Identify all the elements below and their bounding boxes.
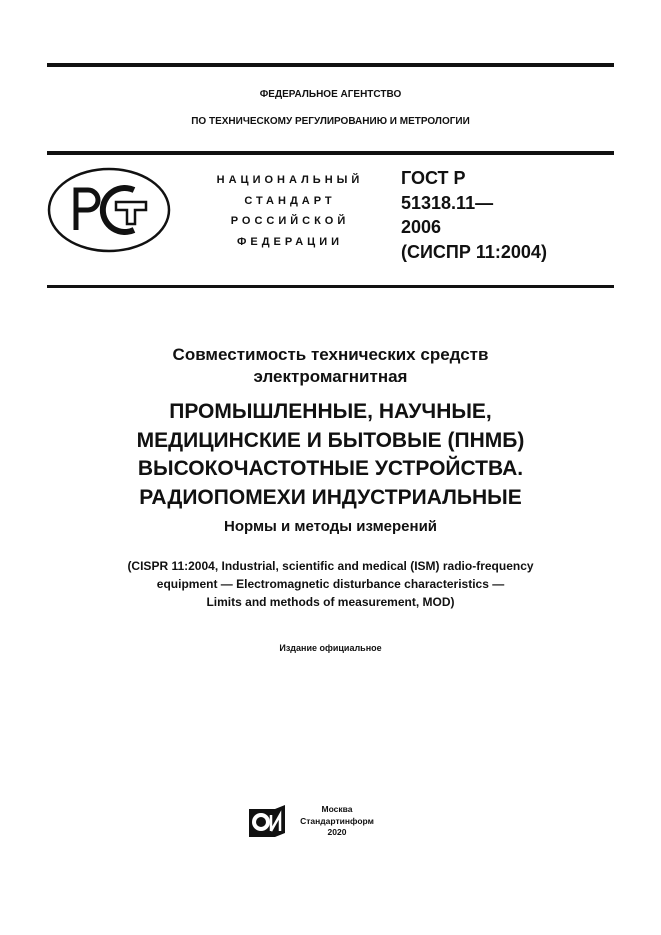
designation-line: 2006 [401, 217, 442, 237]
standard-type-line: РОССИЙСКОЙ [230, 215, 350, 227]
publisher-info [295, 804, 379, 839]
english-title [0, 557, 661, 611]
agency-line-1: ФЕДЕРАЛЬНОЕ АГЕНТСТВО [259, 89, 402, 100]
standard-type-line: НАЦИОНАЛЬНЫЙ [216, 174, 364, 186]
standard-designation [401, 166, 547, 264]
general-title-line: Совместимость технических средств [172, 345, 489, 364]
english-title-line: Limits and methods of measurement, MOD) [206, 595, 455, 609]
edition-label: Издание официальное [279, 643, 382, 653]
header-bottom-rule [47, 285, 614, 288]
main-title-line: МЕДИЦИНСКИЕ И БЫТОВЫЕ (ПНМБ) [136, 428, 525, 452]
publisher-logo-icon [247, 803, 287, 839]
publisher-year: 2020 [327, 827, 347, 837]
main-title-line: РАДИОПОМЕХИ ИНДУСТРИАЛЬНЫЕ [139, 485, 522, 509]
main-title-line: ВЫСОКОЧАСТОТНЫЕ УСТРОЙСТВА. [137, 457, 524, 480]
publisher-city: Москва [321, 804, 353, 814]
designation-line: 51318.11— [401, 192, 494, 213]
general-title [0, 344, 661, 388]
english-title-line: (CISPR 11:2004, Industrial, scientific and medical (ISM) radio-frequency [127, 559, 534, 573]
main-title-line: ПРОМЫШЛЕННЫЕ, НАУЧНЫЕ, [169, 400, 492, 423]
standard-type [200, 170, 380, 252]
agency-line-2: ПО ТЕХНИЧЕСКОМУ РЕГУЛИРОВАНИЮ И МЕТРОЛОГИИ [191, 116, 470, 127]
main-title [0, 398, 661, 512]
standard-type-line: ФЕДЕРАЦИИ [236, 235, 344, 248]
header-rule [47, 151, 614, 155]
publisher-name: Стандартинформ [300, 815, 374, 826]
subtitle: Нормы и методы измерений [223, 518, 438, 535]
standard-type-line: СТАНДАРТ [244, 194, 336, 207]
gost-logo-icon [46, 166, 172, 254]
english-title-line: equipment — Electromagnetic disturbance characteristics — [156, 577, 505, 591]
designation-line: (СИСПР 11:2004) [401, 241, 547, 262]
designation-line: ГОСТ Р [401, 168, 466, 188]
general-title-line: электромагнитная [253, 367, 408, 386]
top-rule [47, 63, 614, 67]
